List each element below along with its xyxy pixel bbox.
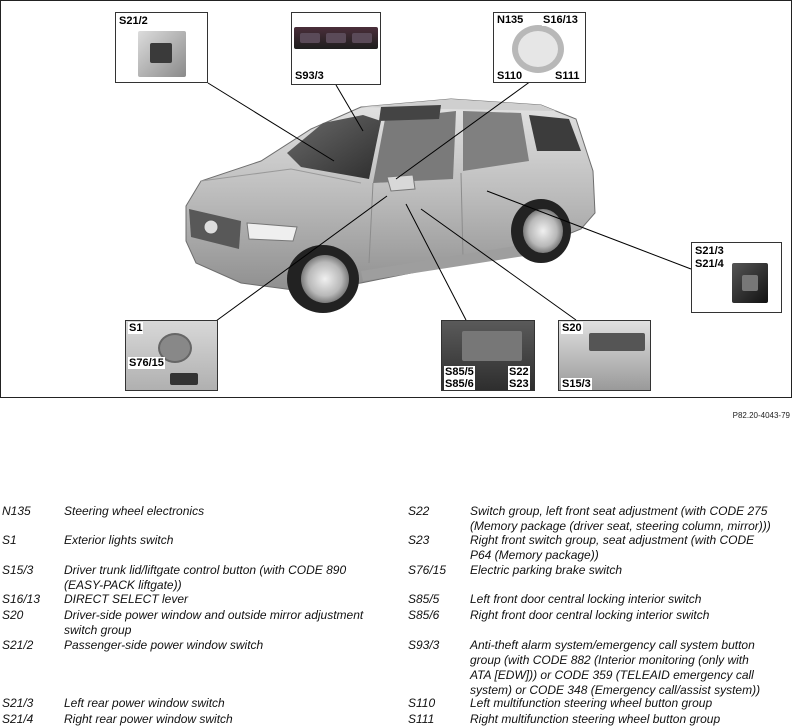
legend-desc: Driver-side power window and outside mirror adjustment switch group	[64, 608, 364, 637]
callout-label: S15/3	[562, 378, 591, 390]
figure-reference: P82.20-4043-79	[732, 411, 790, 420]
callout-label: S93/3	[295, 70, 324, 82]
legend-code: S110	[408, 696, 436, 710]
legend-desc: Right front switch group, seat adjustment (with CODE P64 (Memory package))	[470, 533, 755, 562]
callout-label: S110	[497, 70, 523, 82]
legend-desc: Exterior lights switch	[64, 533, 174, 547]
legend-code: S16/13	[2, 592, 41, 606]
legend-code: S85/5	[408, 592, 440, 606]
callout-label: S21/2	[119, 15, 148, 27]
callout-label: S76/15	[129, 357, 164, 369]
legend-desc: Left front door central locking interior switch	[470, 592, 702, 606]
legend-code: S111	[408, 712, 435, 726]
legend-desc: Left multifunction steering wheel button group	[470, 696, 713, 710]
legend-desc: Left rear power window switch	[64, 696, 225, 710]
legend-desc: DIRECT SELECT lever	[64, 592, 189, 606]
callout-label: S85/6	[445, 378, 474, 390]
legend-desc: Right rear power window switch	[64, 712, 233, 726]
legend-desc: Electric parking brake switch	[470, 563, 623, 577]
callout-label: S85/5	[445, 366, 474, 378]
legend-desc: Right multifunction steering wheel button group	[470, 712, 721, 726]
callout-label: S21/3	[695, 245, 724, 257]
legend-code: S1	[2, 533, 17, 547]
legend-desc: Driver trunk lid/liftgate control button (with CODE 890 (EASY-PACK liftgate))	[64, 563, 347, 592]
callout-label: S20	[562, 322, 582, 334]
legend-desc: Switch group, left front seat adjustment (with CODE 275 (Memory package (driver seat, steering column, mirror)))	[470, 504, 771, 533]
callout-label: S111	[555, 70, 580, 82]
callout-label: S22	[509, 366, 529, 378]
legend-code: S21/2	[2, 638, 34, 652]
legend-desc: Right front door central locking interior switch	[470, 608, 710, 622]
legend-desc: Anti-theft alarm system/emergency call system button group (with CODE 882 (Interior monitoring (only with ATA [EDW])) or CODE 359 (TELEAID emergency call system) or CODE 348 (Emergency call/assist system))	[470, 638, 761, 697]
legend-code: S76/15	[408, 563, 447, 577]
legend-code: S20	[2, 608, 24, 622]
legend-code: S22	[408, 504, 430, 518]
legend-code: S23	[408, 533, 430, 547]
legend-code: S21/3	[2, 696, 34, 710]
legend-code: S93/3	[408, 638, 440, 652]
callout-label: S21/4	[695, 258, 724, 270]
callout-label: S23	[509, 378, 529, 390]
callout-label: S1	[129, 322, 143, 334]
legend-code: S85/6	[408, 608, 440, 622]
legend-code: S21/4	[2, 712, 34, 726]
legend-code: S15/3	[2, 563, 34, 577]
legend-desc: Passenger-side power window switch	[64, 638, 264, 652]
legend-desc: Steering wheel electronics	[64, 504, 205, 518]
callout-label: N135	[497, 14, 524, 26]
callout-label: S16/13	[543, 14, 578, 26]
legend-code: N135	[2, 504, 31, 518]
